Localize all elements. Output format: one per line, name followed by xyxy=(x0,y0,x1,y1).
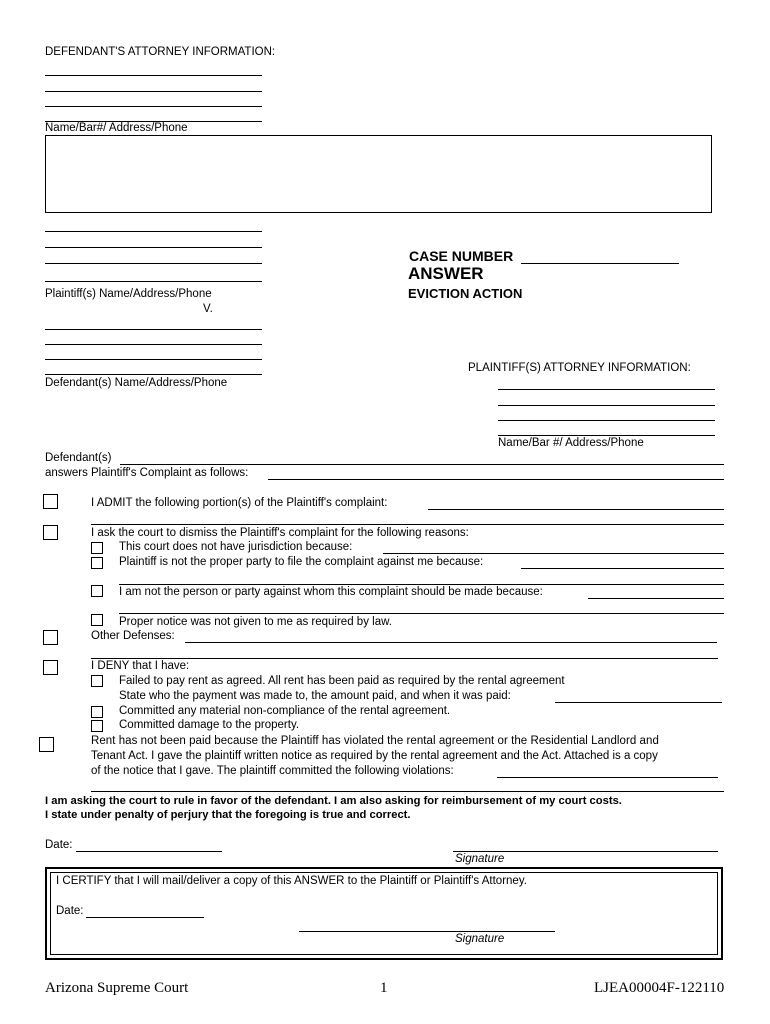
footer-form-code: LJEA00004F-122110 xyxy=(594,980,725,996)
plaintiff-line-4[interactable] xyxy=(45,281,262,282)
statement-line-2: I state under penalty of perjury that the foregoing is true and correct. xyxy=(45,809,411,821)
deny-rent-label: Failed to pay rent as agreed. All rent has been paid as required by the rental agreement xyxy=(119,675,565,687)
answers-line xyxy=(268,479,724,480)
dismiss-jurisdiction-field[interactable] xyxy=(383,553,724,554)
dismiss-notice-checkbox[interactable] xyxy=(91,614,103,626)
deny-damage-checkbox[interactable] xyxy=(91,720,103,732)
defendant-line-1[interactable] xyxy=(45,329,262,330)
notice-line-1: Rent has not been paid because the Plaintiff has violated the rental agreement or the Residential Landlord and xyxy=(91,735,659,747)
signature-field[interactable] xyxy=(453,851,718,852)
deny-label: I DENY that I have: xyxy=(91,660,190,672)
attorney-line-1[interactable] xyxy=(45,75,262,76)
notice-violations-field-1[interactable] xyxy=(497,777,718,778)
dismiss-wrong-person-label: I am not the person or party against whom this complaint should be made because: xyxy=(119,586,543,598)
defendant-line-4[interactable] xyxy=(45,374,262,375)
plaintiff-attorney-line-1[interactable] xyxy=(498,389,715,390)
dismiss-proper-party-label: Plaintiff is not the proper party to file the complaint against me because: xyxy=(119,556,484,568)
plaintiff-caption: Plaintiff(s) Name/Address/Phone xyxy=(45,288,212,300)
dismiss-wrong-person-field-2[interactable] xyxy=(119,613,724,614)
other-defenses-checkbox[interactable] xyxy=(43,630,58,645)
certify-date-label: Date: xyxy=(56,905,84,917)
dismiss-label: I ask the court to dismiss the Plaintiff's complaint for the following reasons: xyxy=(91,527,469,539)
plaintiff-attorney-heading: PLAINTIFF(S) ATTORNEY INFORMATION: xyxy=(468,362,691,374)
date-label: Date: xyxy=(45,839,73,851)
footer-court-name: Arizona Supreme Court xyxy=(45,980,189,996)
dismiss-jurisdiction-checkbox[interactable] xyxy=(91,542,103,554)
other-defenses-field-2[interactable] xyxy=(91,658,718,659)
dismiss-proper-party-field-2[interactable] xyxy=(119,584,724,585)
eviction-action-subtitle: EVICTION ACTION xyxy=(408,286,523,301)
statement-line-1: I am asking the court to rule in favor of the defendant. I am also asking for reimbursement of my court costs. xyxy=(45,795,622,807)
dismiss-jurisdiction-label: This court does not have jurisdiction because: xyxy=(119,541,353,553)
attorney-line-2[interactable] xyxy=(45,91,262,92)
other-defenses-label: Other Defenses: xyxy=(91,630,175,642)
deny-noncompliance-checkbox[interactable] xyxy=(91,706,103,718)
deny-rent-payment-field[interactable] xyxy=(555,702,722,703)
date-field[interactable] xyxy=(76,851,222,852)
plaintiff-attorney-line-4[interactable] xyxy=(498,435,715,436)
footer-page-number: 1 xyxy=(380,980,388,996)
notice-violations-field-2[interactable] xyxy=(91,791,724,792)
admit-field-1[interactable] xyxy=(428,509,724,510)
defendant-caption: Defendant(s) Name/Address/Phone xyxy=(45,377,228,389)
deny-damage-label: Committed damage to the property. xyxy=(119,719,300,731)
notice-line-3: of the notice that I gave. The plaintiff committed the following violations: xyxy=(91,765,454,777)
attorney-heading: DEFENDANT'S ATTORNEY INFORMATION: xyxy=(45,46,276,58)
certify-signature-label: Signature xyxy=(455,933,505,945)
notice-line-2: Tenant Act. I gave the plaintiff written notice as required by the rental agreement and the Act. Attached is a copy xyxy=(91,750,658,762)
defendants-label: Defendant(s) xyxy=(45,452,112,464)
dismiss-wrong-person-checkbox[interactable] xyxy=(91,585,103,597)
case-number-label: CASE NUMBER xyxy=(409,248,514,264)
defendants-name-field[interactable] xyxy=(120,464,724,465)
plaintiff-line-3[interactable] xyxy=(45,263,262,264)
admit-label: I ADMIT the following portion(s) of the Plaintiff's complaint: xyxy=(91,497,388,509)
dismiss-proper-party-field-1[interactable] xyxy=(521,568,724,569)
dismiss-proper-party-checkbox[interactable] xyxy=(91,557,103,569)
certify-signature-field[interactable] xyxy=(299,931,555,932)
admit-field-2[interactable] xyxy=(91,524,724,525)
attorney-line-3[interactable] xyxy=(45,106,262,107)
plaintiff-line-1[interactable] xyxy=(45,231,262,232)
plaintiff-attorney-line-3[interactable] xyxy=(498,420,715,421)
deny-checkbox[interactable] xyxy=(43,660,58,675)
certify-date-field[interactable] xyxy=(86,917,204,918)
answers-label: answers Plaintiff's Complaint as follows: xyxy=(45,467,249,479)
admit-checkbox[interactable] xyxy=(43,494,58,509)
plaintiff-line-2[interactable] xyxy=(45,247,262,248)
notice-checkbox[interactable] xyxy=(39,737,54,752)
deny-noncompliance-label: Committed any material non-compliance of the rental agreement. xyxy=(119,705,451,717)
attorney-caption: Name/Bar#/ Address/Phone xyxy=(45,122,188,134)
dismiss-notice-label: Proper notice was not given to me as required by law. xyxy=(119,616,392,628)
answer-title: ANSWER xyxy=(408,264,484,283)
dismiss-checkbox[interactable] xyxy=(43,525,58,540)
court-name-box[interactable] xyxy=(45,135,712,213)
deny-rent-payment-label: State who the payment was made to, the amount paid, and when it was paid: xyxy=(119,690,511,702)
signature-label: Signature xyxy=(455,853,505,865)
versus-label: V. xyxy=(203,303,213,315)
other-defenses-field-1[interactable] xyxy=(185,642,717,643)
case-number-field[interactable] xyxy=(521,263,679,264)
plaintiff-attorney-caption: Name/Bar #/ Address/Phone xyxy=(498,437,644,449)
defendant-line-3[interactable] xyxy=(45,359,262,360)
certify-text: I CERTIFY that I will mail/deliver a copy of this ANSWER to the Plaintiff or Plaintiff's Attorney. xyxy=(56,875,527,887)
dismiss-wrong-person-field-1[interactable] xyxy=(588,598,724,599)
defendant-line-2[interactable] xyxy=(45,344,262,345)
plaintiff-attorney-line-2[interactable] xyxy=(498,405,715,406)
deny-rent-checkbox[interactable] xyxy=(91,675,103,687)
